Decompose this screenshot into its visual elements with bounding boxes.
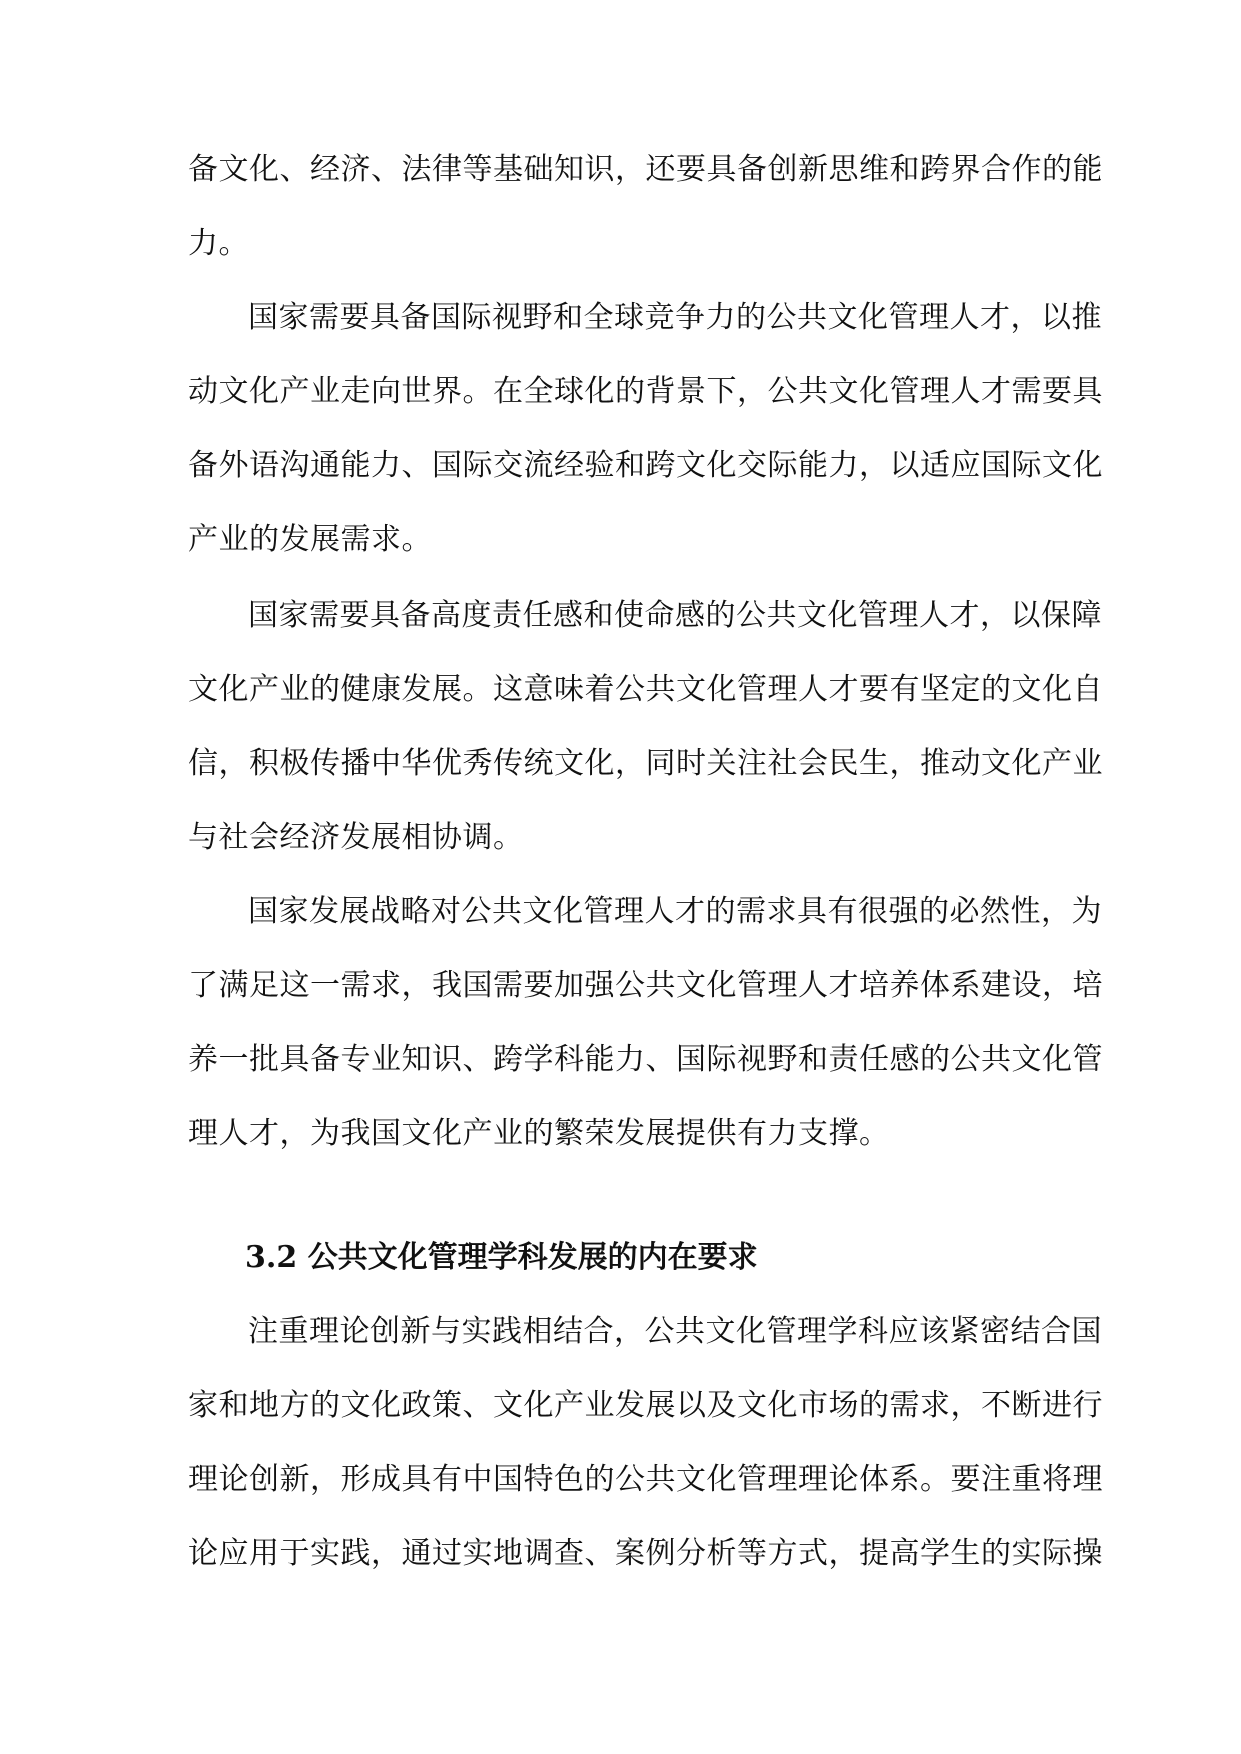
paragraph-line: 家和地方的文化政策、文化产业发展以及文化市场的需求，不断进行 <box>188 1388 1103 1423</box>
paragraph-line: 养一批具备专业知识、跨学科能力、国际视野和责任感的公共文化管 <box>188 1042 1103 1077</box>
paragraph-line: 理论创新，形成具有中国特色的公共文化管理理论体系。要注重将理 <box>188 1462 1103 1497</box>
paragraph-line: 论应用于实践，通过实地调查、案例分析等方式，提高学生的实际操 <box>188 1536 1103 1571</box>
paragraph-line: 信，积极传播中华优秀传统文化，同时关注社会民生，推动文化产业 <box>188 746 1103 781</box>
paragraph-line: 国家发展战略对公共文化管理人才的需求具有很强的必然性，为 <box>248 894 1102 929</box>
paragraph-line: 文化产业的健康发展。这意味着公共文化管理人才要有坚定的文化自 <box>188 672 1103 707</box>
paragraph-line: 备外语沟通能力、国际交流经验和跨文化交际能力，以适应国际文化 <box>188 448 1103 483</box>
section-heading: 3.2 公共文化管理学科发展的内在要求 <box>245 1240 758 1275</box>
paragraph-line: 注重理论创新与实践相结合，公共文化管理学科应该紧密结合国 <box>248 1314 1102 1349</box>
paragraph-line: 动文化产业走向世界。在全球化的背景下，公共文化管理人才需要具 <box>188 374 1103 409</box>
paragraph-line: 国家需要具备高度责任感和使命感的公共文化管理人才，以保障 <box>248 598 1102 633</box>
paragraph-line: 备文化、经济、法律等基础知识，还要具备创新思维和跨界合作的能 <box>188 152 1103 187</box>
paragraph-line: 理人才，为我国文化产业的繁荣发展提供有力支撑。 <box>188 1116 890 1151</box>
paragraph-line: 了满足这一需求，我国需要加强公共文化管理人才培养体系建设，培 <box>188 968 1103 1003</box>
paragraph-line: 与社会经济发展相协调。 <box>188 820 524 855</box>
paragraph-line: 国家需要具备国际视野和全球竞争力的公共文化管理人才，以推 <box>248 300 1102 335</box>
paragraph-line: 产业的发展需求。 <box>188 522 432 557</box>
paragraph-line: 力。 <box>188 226 249 261</box>
